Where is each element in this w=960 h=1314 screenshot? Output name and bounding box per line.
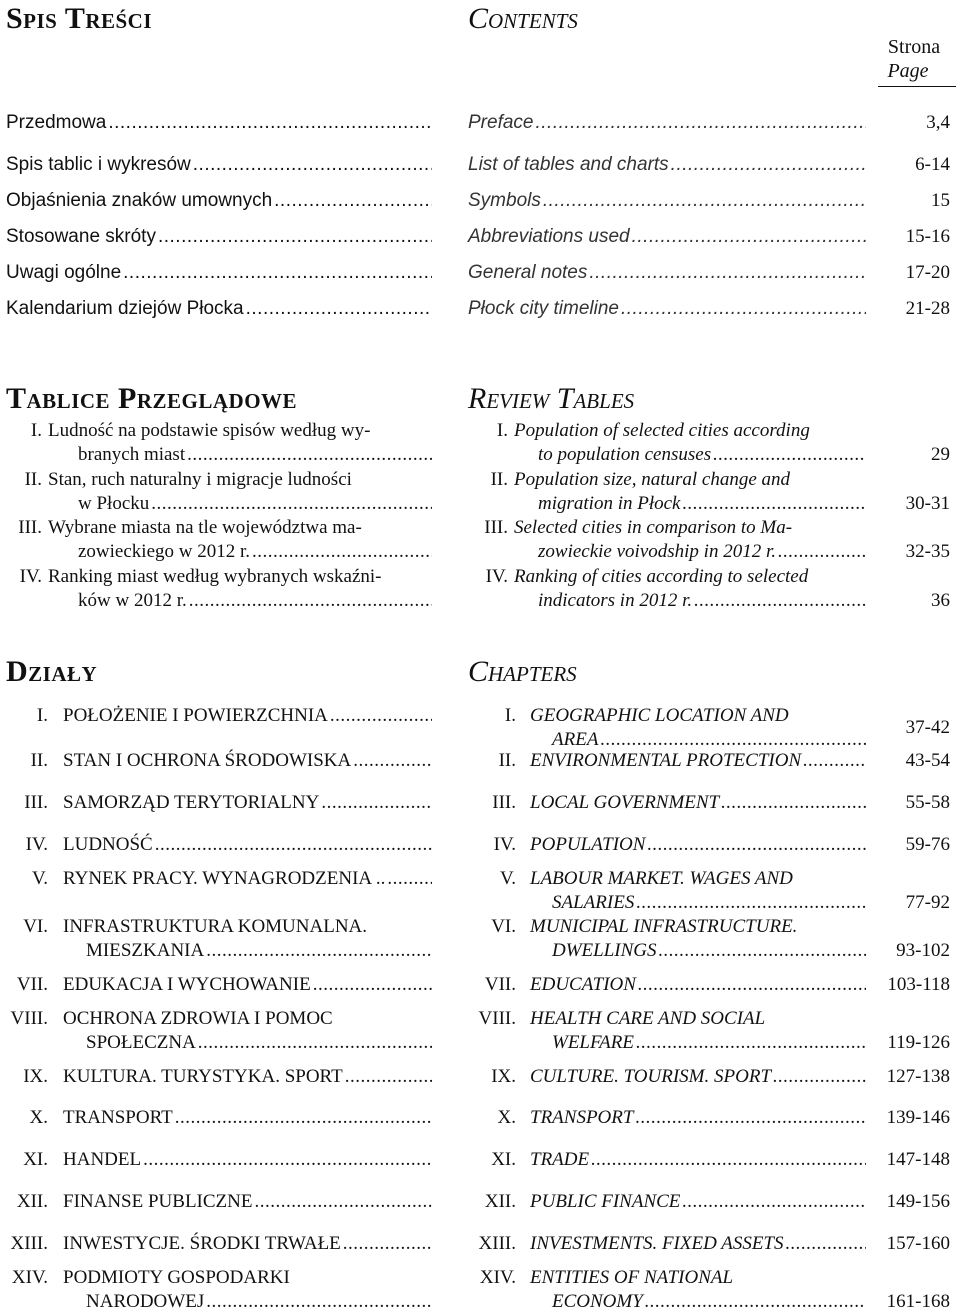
chapter-number-pl: XIV. bbox=[11, 1267, 48, 1288]
chapter-title-pl-leader bbox=[387, 867, 432, 891]
chapter-title-pl-leader bbox=[155, 833, 432, 857]
front-entry-pl-text: Spis tablic i wykresów bbox=[6, 154, 191, 175]
front-entry-pl bbox=[6, 189, 432, 213]
review-page: 32-35 bbox=[905, 541, 950, 562]
front-entry-en-text: List of tables and charts bbox=[468, 154, 669, 175]
chapter-title-en-text: ENVIRONMENTAL PROTECTION bbox=[530, 750, 802, 771]
chapter-page: 77-92 bbox=[905, 892, 950, 913]
chapter-page: 103-118 bbox=[887, 974, 950, 995]
chapter-title-pl-text: TRANSPORT bbox=[63, 1107, 173, 1128]
chapter-title-pl bbox=[63, 1232, 432, 1256]
chapter-title-pl bbox=[63, 1065, 432, 1089]
review-title-pl-cont-leader bbox=[151, 492, 432, 516]
chapter-title-pl-cont bbox=[86, 939, 432, 963]
review-title-pl: Ranking miast według wybranych wskaźni- bbox=[48, 566, 382, 587]
review-number-pl: II. bbox=[24, 469, 42, 490]
chapter-title-en-cont-text: SALARIES bbox=[552, 892, 635, 913]
front-entry-en-text: Preface bbox=[468, 112, 534, 133]
chapter-page: 93-102 bbox=[896, 940, 950, 961]
front-entry-en-text: Płock city timeline bbox=[468, 298, 619, 319]
chapter-title-en-cont bbox=[552, 1031, 866, 1055]
chapter-title-en-leader bbox=[638, 973, 866, 997]
chapter-title-pl-text: LUDNOŚĆ bbox=[63, 834, 153, 855]
review-number-en: I. bbox=[496, 420, 508, 441]
chapter-title-pl bbox=[63, 1106, 432, 1130]
review-page: 30-31 bbox=[905, 493, 950, 514]
chapter-page: 161-168 bbox=[886, 1291, 950, 1312]
chapter-title-en bbox=[530, 749, 866, 773]
chapter-number-pl: IX. bbox=[23, 1066, 48, 1087]
chapter-title-en-cont-leader bbox=[636, 891, 866, 915]
chapter-number-en: XI. bbox=[491, 1149, 516, 1170]
chapter-title-en-leader bbox=[682, 1190, 866, 1214]
front-entry-en bbox=[468, 189, 866, 213]
chapter-number-en: IX. bbox=[491, 1066, 516, 1087]
chapter-page: 119-126 bbox=[887, 1032, 950, 1053]
review-title-en-cont-leader bbox=[682, 492, 866, 516]
chapter-title-pl-cont bbox=[86, 1031, 432, 1055]
chapter-title-en: ENTITIES OF NATIONAL bbox=[530, 1267, 734, 1288]
front-entry-page: 17-20 bbox=[905, 262, 950, 283]
front-entry-pl bbox=[6, 111, 432, 135]
chapter-title-en-cont bbox=[552, 939, 866, 963]
chapter-title-en-text: PUBLIC FINANCE bbox=[530, 1191, 681, 1212]
chapter-title-en-text: POPULATION bbox=[530, 834, 646, 855]
front-entry-page: 15 bbox=[931, 190, 950, 211]
chapter-title-en: GEOGRAPHIC LOCATION AND bbox=[530, 705, 789, 726]
chapter-title-en-leader bbox=[591, 1148, 866, 1172]
review-title-pl-cont bbox=[78, 492, 432, 516]
chapter-number-pl: VII. bbox=[16, 974, 48, 995]
chapter-title-en-text: CULTURE. TOURISM. SPORT bbox=[530, 1066, 772, 1087]
page-column-pl: Strona bbox=[887, 36, 941, 58]
review-title-pl: Stan, ruch naturalny i migracje ludności bbox=[48, 469, 352, 490]
chapter-title-pl bbox=[63, 867, 432, 891]
chapter-title-en bbox=[530, 1148, 866, 1172]
chapter-title-en: LABOUR MARKET. WAGES AND bbox=[530, 868, 793, 889]
review-title-en-cont-text: to population censuses bbox=[538, 444, 712, 465]
front-entry-en-leader bbox=[535, 111, 866, 135]
review-page: 29 bbox=[931, 444, 950, 465]
chapter-page: 37-42 bbox=[905, 717, 950, 738]
chapter-title-pl-text: SAMORZĄD TERYTORIALNY bbox=[63, 792, 320, 813]
chapter-title-en-leader bbox=[773, 1065, 866, 1089]
chapter-title-pl-cont bbox=[86, 1290, 432, 1314]
chapter-title-en-leader bbox=[786, 1232, 866, 1256]
front-entry-pl bbox=[6, 225, 432, 249]
review-number-pl: IV. bbox=[19, 566, 42, 587]
front-entry-en-text: Symbols bbox=[468, 190, 541, 211]
front-entry-pl-text: Przedmowa bbox=[6, 112, 107, 133]
chapter-title-pl-text: INWESTYCJE. ŚRODKI TRWAŁE bbox=[63, 1233, 341, 1254]
review-heading-en: Review Tables bbox=[468, 382, 635, 415]
review-title-pl: Wybrane miasta na tle województwa ma- bbox=[48, 517, 362, 538]
front-entry-en-leader bbox=[632, 225, 866, 249]
review-title-pl-cont-leader bbox=[187, 443, 432, 467]
review-title-pl-cont-text: w Płocku bbox=[78, 493, 150, 514]
page-column-rule bbox=[878, 86, 956, 87]
chapter-title-pl-text: EDUKACJA I WYCHOWANIE bbox=[63, 974, 311, 995]
review-number-en: III. bbox=[484, 517, 508, 538]
chapter-title-pl-leader bbox=[321, 791, 432, 815]
chapter-title-pl-leader bbox=[353, 749, 432, 773]
title-en: Contents bbox=[468, 2, 578, 35]
review-title-en-cont-text: migration in Płock bbox=[538, 493, 681, 514]
chapter-number-pl: XII. bbox=[16, 1191, 48, 1212]
chapter-title-pl-cont-leader bbox=[206, 1290, 432, 1314]
front-entry-en-text: Abbreviations used bbox=[468, 226, 630, 247]
front-entry-page: 15-16 bbox=[905, 226, 950, 247]
chapter-number-pl: V. bbox=[31, 868, 48, 889]
front-entry-pl bbox=[6, 153, 432, 177]
front-entry-en-text: General notes bbox=[468, 262, 588, 283]
review-number-pl: I. bbox=[30, 420, 42, 441]
review-page: 36 bbox=[931, 590, 950, 611]
chapter-number-en: XIV. bbox=[479, 1267, 516, 1288]
chapter-title-en-leader bbox=[803, 749, 866, 773]
chapter-title-pl-leader bbox=[343, 1232, 432, 1256]
front-entry-pl-leader bbox=[108, 111, 432, 135]
chapter-title-en bbox=[530, 833, 866, 857]
front-entry-page: 21-28 bbox=[905, 298, 950, 319]
chapter-title-en-text: INVESTMENTS. FIXED ASSETS bbox=[530, 1233, 784, 1254]
chapter-title-en: HEALTH CARE AND SOCIAL bbox=[530, 1008, 766, 1029]
review-title-pl-cont bbox=[78, 589, 432, 613]
review-title-pl: Ludność na podstawie spisów według wy- bbox=[48, 420, 371, 441]
chapter-title-en-cont-leader bbox=[659, 939, 866, 963]
chapter-number-en: VI. bbox=[491, 916, 516, 937]
chapter-title-pl-leader bbox=[313, 973, 432, 997]
chapter-title-pl: PODMIOTY GOSPODARKI bbox=[63, 1267, 290, 1288]
chapter-number-pl: XI. bbox=[23, 1149, 48, 1170]
front-entry-en bbox=[468, 225, 866, 249]
chapter-page: 157-160 bbox=[886, 1233, 950, 1254]
chapter-title-en bbox=[530, 1232, 866, 1256]
chapter-title-en-cont-text: ECONOMY bbox=[552, 1291, 643, 1312]
chapter-title-pl-cont-leader bbox=[206, 939, 432, 963]
chapter-title-en-text: TRADE bbox=[530, 1149, 590, 1170]
chapter-number-pl: VI. bbox=[23, 916, 48, 937]
chapter-number-en: III. bbox=[492, 792, 516, 813]
chapter-title-pl bbox=[63, 704, 432, 728]
front-entry-en-leader bbox=[621, 297, 866, 321]
front-entry-en bbox=[468, 297, 866, 321]
chapter-number-pl: XIII. bbox=[10, 1233, 48, 1254]
front-entry-pl-leader bbox=[123, 261, 432, 285]
chapter-page: 127-138 bbox=[886, 1066, 950, 1087]
review-title-en: Selected cities in comparison to Ma- bbox=[514, 517, 793, 538]
review-title-en-cont bbox=[538, 540, 866, 564]
chapter-page: 149-156 bbox=[886, 1191, 950, 1212]
front-entry-pl-text: Kalendarium dziejów Płocka bbox=[6, 298, 244, 319]
front-entry-pl-text: Uwagi ogólne bbox=[6, 262, 122, 283]
chapter-page: 43-54 bbox=[905, 750, 950, 771]
chapter-title-en-text: LOCAL GOVERNMENT bbox=[530, 792, 720, 813]
title-pl: Spis Treści bbox=[6, 2, 153, 35]
chapter-number-en: VII. bbox=[484, 974, 516, 995]
front-entry-en bbox=[468, 153, 866, 177]
review-title-en-cont-leader bbox=[778, 540, 866, 564]
chapter-number-pl: I. bbox=[36, 705, 48, 726]
chapter-title-en-text: TRANSPORT bbox=[530, 1107, 634, 1128]
front-entry-en-leader bbox=[589, 261, 866, 285]
review-number-en: II. bbox=[490, 469, 508, 490]
chapter-title-pl-text: STAN I OCHRONA ŚRODOWISKA bbox=[63, 750, 352, 771]
front-entry-pl-leader bbox=[193, 153, 432, 177]
chapter-page: 139-146 bbox=[886, 1107, 950, 1128]
chapter-title-en-text: EDUCATION bbox=[530, 974, 636, 995]
front-entry-pl-text: Objaśnienia znaków umownych bbox=[6, 190, 273, 211]
chapter-title-en-cont bbox=[552, 1290, 866, 1314]
front-entry-en bbox=[468, 261, 866, 285]
front-entry-en bbox=[468, 111, 866, 135]
review-title-en-cont-leader bbox=[694, 589, 866, 613]
chapter-title-en bbox=[530, 1190, 866, 1214]
chapter-title-pl-leader bbox=[175, 1106, 432, 1130]
front-entry-page: 3,4 bbox=[926, 112, 950, 133]
chapter-title-pl bbox=[63, 1190, 432, 1214]
chapter-page: 55-58 bbox=[905, 792, 950, 813]
review-title-en: Ranking of cities according to selected bbox=[514, 566, 809, 587]
chapter-number-en: I. bbox=[504, 705, 516, 726]
chapter-title-en-cont-text: DWELLINGS bbox=[552, 940, 657, 961]
front-entry-pl-leader bbox=[158, 225, 432, 249]
review-title-pl-cont-leader bbox=[189, 589, 432, 613]
chapter-page: 147-148 bbox=[886, 1149, 950, 1170]
front-entry-en-leader bbox=[543, 189, 866, 213]
chapter-title-pl-text: POŁOŻENIE I POWIERZCHNIA bbox=[63, 705, 328, 726]
review-title-en-cont bbox=[538, 589, 866, 613]
review-title-pl-cont-text: branych miast bbox=[78, 444, 186, 465]
chapter-title-pl-cont-text: NARODOWEJ bbox=[86, 1291, 205, 1312]
review-title-pl-cont-text: ków w 2012 r. bbox=[78, 590, 187, 611]
chapter-title-pl-leader bbox=[143, 1148, 432, 1172]
front-entry-pl-leader bbox=[246, 297, 432, 321]
chapter-number-pl: II. bbox=[30, 750, 48, 771]
chapter-number-en: XII. bbox=[484, 1191, 516, 1212]
chapter-title-pl bbox=[63, 791, 432, 815]
chapter-number-en: II. bbox=[498, 750, 516, 771]
chapter-title-en-cont-text: AREA bbox=[552, 729, 599, 750]
chapter-title-pl-leader bbox=[345, 1065, 432, 1089]
chapter-title-en-cont bbox=[552, 891, 866, 915]
review-title-pl-cont-leader bbox=[252, 540, 432, 564]
review-title-en-cont bbox=[538, 492, 866, 516]
review-title-en-cont-leader bbox=[713, 443, 866, 467]
chapter-title-pl-text: RYNEK PRACY. WYNAGRODZENIA .. bbox=[63, 868, 386, 889]
chapter-title-en bbox=[530, 1106, 866, 1130]
review-number-en: IV. bbox=[485, 566, 508, 587]
chapters-heading-en: Chapters bbox=[468, 655, 577, 688]
chapter-title-pl-text: KULTURA. TURYSTYKA. SPORT bbox=[63, 1066, 343, 1087]
front-entry-pl bbox=[6, 297, 432, 321]
chapter-title-en-leader bbox=[647, 833, 866, 857]
chapter-number-en: XIII. bbox=[478, 1233, 516, 1254]
review-heading-pl: Tablice Przeglądowe bbox=[6, 382, 298, 415]
chapter-number-pl: III. bbox=[24, 792, 48, 813]
chapter-title-pl bbox=[63, 833, 432, 857]
review-title-en-cont bbox=[538, 443, 866, 467]
review-title-en: Population of selected cities according bbox=[514, 420, 810, 441]
page-column-en: Page bbox=[887, 60, 929, 82]
chapter-title-pl bbox=[63, 749, 432, 773]
front-entry-pl-leader bbox=[274, 189, 432, 213]
chapter-title-en bbox=[530, 791, 866, 815]
chapter-title-en-leader bbox=[635, 1106, 866, 1130]
review-title-pl-cont bbox=[78, 443, 432, 467]
chapter-title-en-cont-leader bbox=[645, 1290, 866, 1314]
chapter-title-en-cont-leader bbox=[636, 1031, 866, 1055]
chapter-title-pl-leader bbox=[330, 704, 432, 728]
chapter-title-pl: OCHRONA ZDROWIA I POMOC bbox=[63, 1008, 333, 1029]
front-entry-page: 6-14 bbox=[915, 154, 950, 175]
chapter-number-pl: IV. bbox=[25, 834, 48, 855]
chapter-title-pl-text: FINANSE PUBLICZNE bbox=[63, 1191, 253, 1212]
chapter-number-en: IV. bbox=[493, 834, 516, 855]
chapter-page: 59-76 bbox=[905, 834, 950, 855]
chapter-number-en: VIII. bbox=[478, 1008, 516, 1029]
chapter-title-pl-cont-text: MIESZKANIA bbox=[86, 940, 205, 961]
chapter-title-pl-leader bbox=[254, 1190, 432, 1214]
review-title-pl-cont-text: zowieckiego w 2012 r. bbox=[78, 541, 251, 562]
front-entry-pl-text: Stosowane skróty bbox=[6, 226, 156, 247]
review-title-en: Population size, natural change and bbox=[514, 469, 791, 490]
review-title-pl-cont bbox=[78, 540, 432, 564]
chapter-number-pl: VIII. bbox=[10, 1008, 48, 1029]
chapter-title-pl-cont-leader bbox=[198, 1031, 432, 1055]
chapter-title-pl bbox=[63, 1148, 432, 1172]
front-entry-pl bbox=[6, 261, 432, 285]
review-title-en-cont-text: zowieckie voivodship in 2012 r. bbox=[538, 541, 776, 562]
review-title-en-cont-text: indicators in 2012 r. bbox=[538, 590, 693, 611]
chapter-number-en: V. bbox=[499, 868, 516, 889]
chapter-title-en bbox=[530, 1065, 866, 1089]
chapter-title-en: MUNICIPAL INFRASTRUCTURE. bbox=[530, 916, 798, 937]
chapter-number-pl: X. bbox=[29, 1107, 48, 1128]
chapter-title-en bbox=[530, 973, 866, 997]
front-entry-en-leader bbox=[671, 153, 866, 177]
chapter-title-pl-cont-text: SPOŁECZNA bbox=[86, 1032, 196, 1053]
chapter-title-pl bbox=[63, 973, 432, 997]
chapter-number-en: X. bbox=[497, 1107, 516, 1128]
chapter-title-en-leader bbox=[721, 791, 866, 815]
chapter-title-pl: INFRASTRUKTURA KOMUNALNA. bbox=[63, 916, 368, 937]
chapter-title-pl-text: HANDEL bbox=[63, 1149, 142, 1170]
chapter-title-en-cont-text: WELFARE bbox=[552, 1032, 634, 1053]
chapters-heading-pl: Działy bbox=[6, 655, 98, 688]
review-number-pl: III. bbox=[18, 517, 42, 538]
